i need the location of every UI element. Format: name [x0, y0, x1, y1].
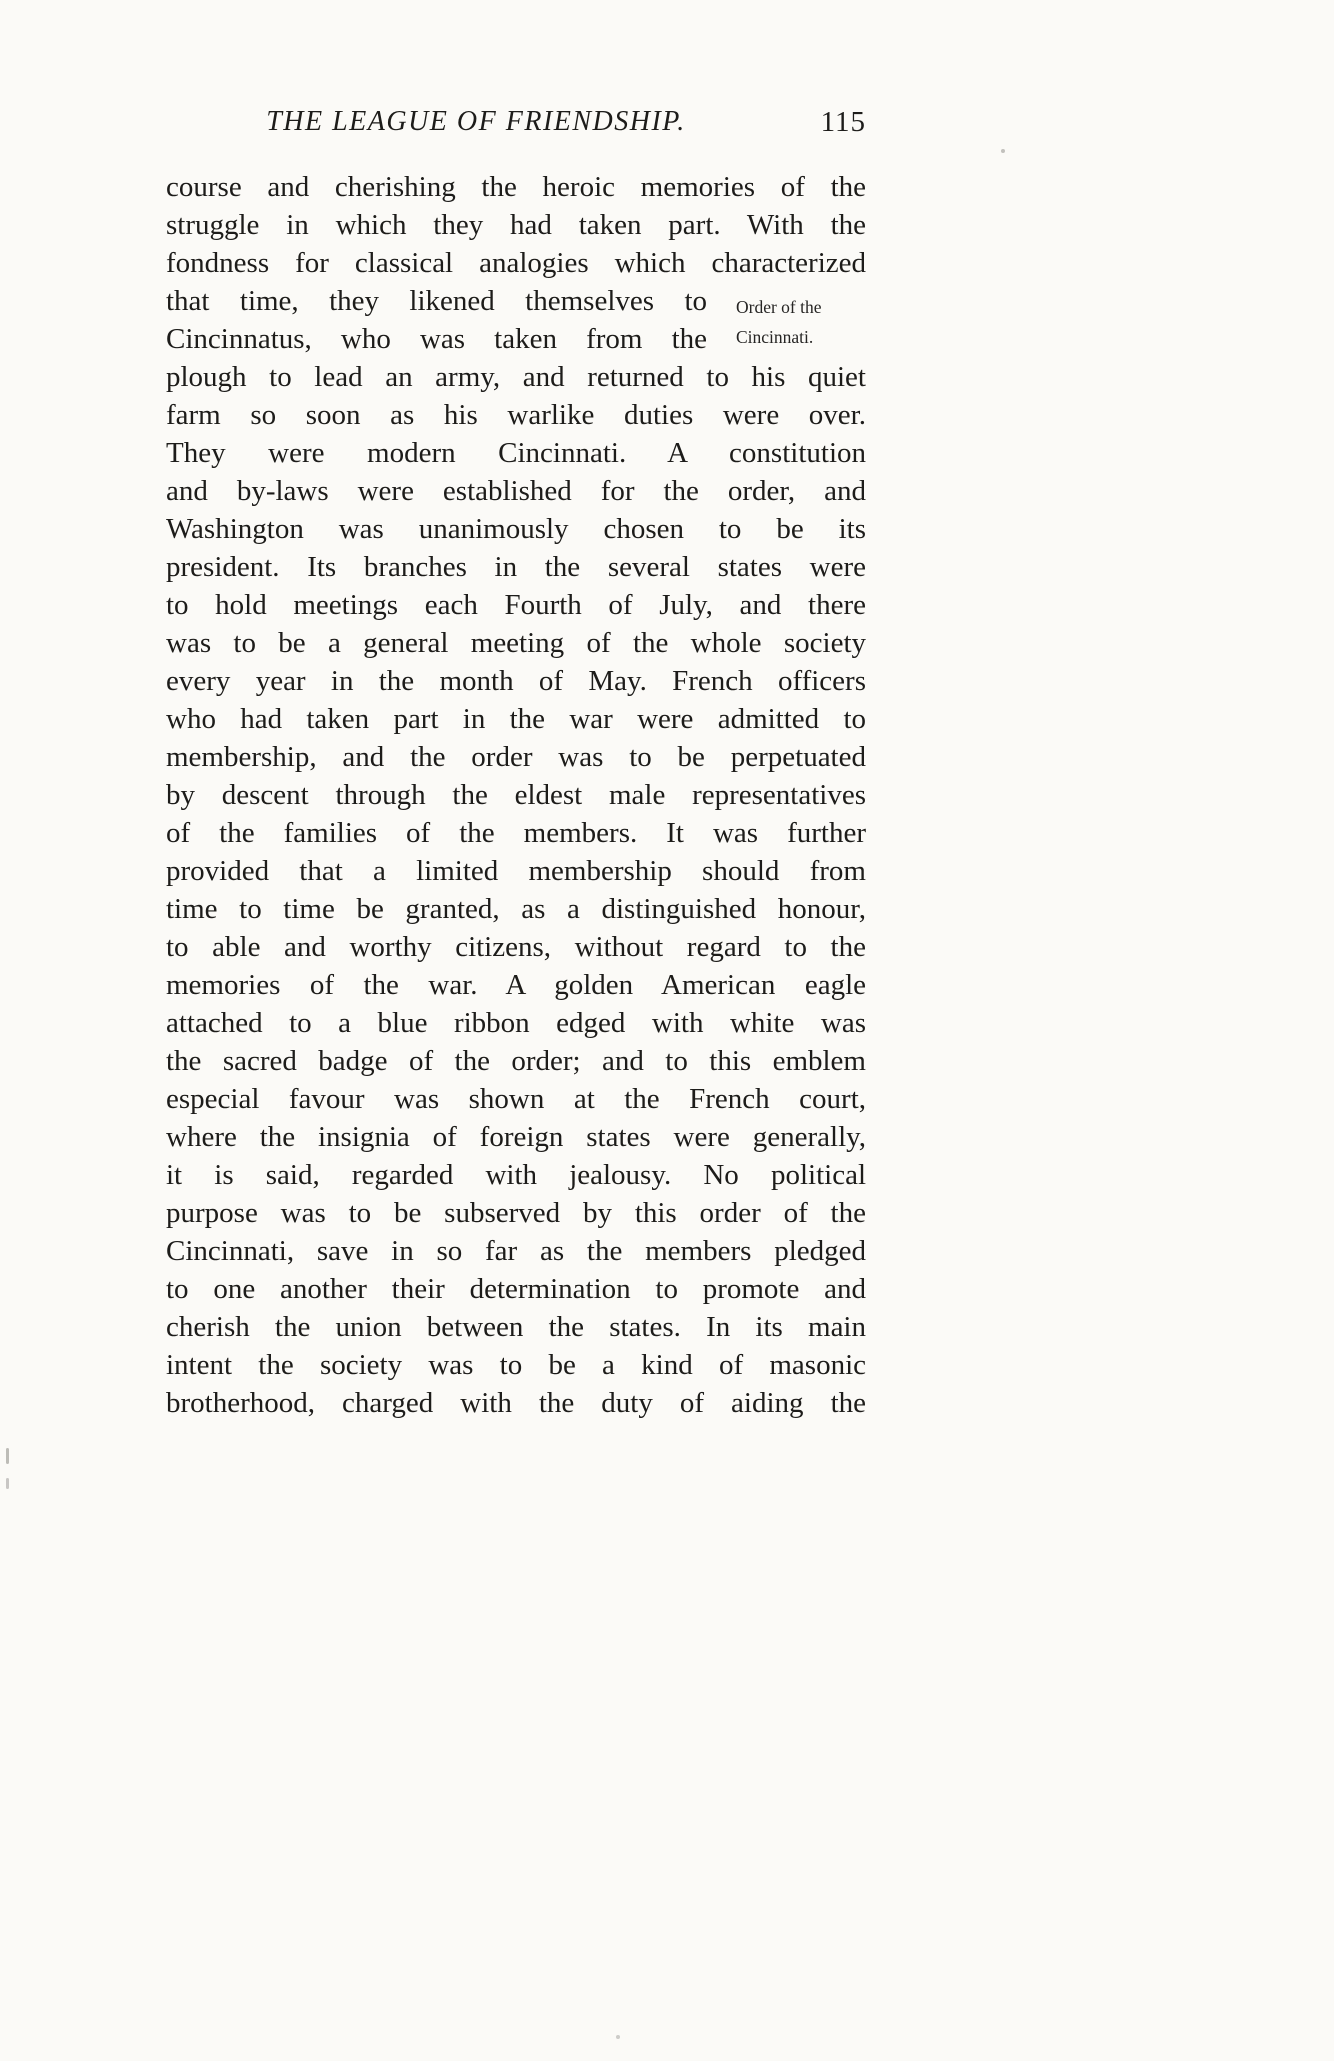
text-line: Cincinnatus, who was taken from the [166, 323, 707, 355]
text-line: memories of the war. A golden American eagle [166, 969, 866, 1001]
scan-artifact [6, 1448, 9, 1464]
text-line: attached to a blue ribbon edged with white was [166, 1007, 866, 1039]
text-line: intent the society was to be a kind of masonic [166, 1349, 866, 1381]
sidenote [736, 292, 876, 352]
text-line: to one another their determination to promote and [166, 1273, 866, 1305]
text-line: course and cherishing the heroic memories of the [166, 171, 866, 203]
page-content [166, 106, 866, 1422]
text-line: by descent through the eldest male representatives [166, 779, 866, 811]
text-line: to hold meetings each Fourth of July, and there [166, 589, 866, 621]
text-line: especial favour was shown at the French court, [166, 1083, 866, 1115]
text-line: struggle in which they had taken part. With the [166, 209, 866, 241]
text-line: fondness for classical analogies which characterized [166, 247, 866, 279]
scan-artifact [616, 2035, 620, 2039]
text-line: to able and worthy citizens, without regard to the [166, 931, 866, 963]
text-line: and by-laws were established for the order, and [166, 475, 866, 507]
text-line: president. Its branches in the several states were [166, 551, 866, 583]
running-head [166, 106, 866, 146]
page-number: 115 [820, 106, 866, 138]
text-line: farm so soon as his warlike duties were over. [166, 399, 866, 431]
text-line: of the families of the members. It was further [166, 817, 866, 849]
text-line: where the insignia of foreign states were generally, [166, 1121, 866, 1153]
text-line: the sacred badge of the order; and to this emblem [166, 1045, 866, 1077]
text-line: purpose was to be subserved by this order of the [166, 1197, 866, 1229]
text-line: it is said, regarded with jealousy. No political [166, 1159, 866, 1191]
text-line: membership, and the order was to be perpetuated [166, 741, 866, 773]
text-line: They were modern Cincinnati. A constitution [166, 437, 866, 469]
sidenote-line: Cincinnati. [736, 327, 814, 347]
page-title: THE LEAGUE OF FRIENDSHIP. [266, 106, 686, 137]
sidenote-line: Order of the [736, 297, 822, 317]
text-line: Cincinnati, save in so far as the members pledged [166, 1235, 866, 1267]
text-line: every year in the month of May. French officers [166, 665, 866, 697]
text-line: plough to lead an army, and returned to his quiet [166, 361, 866, 393]
text-line: brotherhood, charged with the duty of aiding the [166, 1387, 866, 1419]
text-line: who had taken part in the war were admitted to [166, 703, 866, 735]
scan-artifact [6, 1478, 9, 1489]
text-line: that time, they likened themselves to [166, 285, 707, 317]
scan-artifact [1001, 149, 1005, 153]
text-line: was to be a general meeting of the whole society [166, 627, 866, 659]
text-line: provided that a limited membership should from [166, 855, 866, 887]
body-text [166, 168, 866, 1422]
text-line: cherish the union between the states. In its main [166, 1311, 866, 1343]
text-line: time to time be granted, as a distinguished honour, [166, 893, 866, 925]
text-line: Washington was unanimously chosen to be its [166, 513, 866, 545]
